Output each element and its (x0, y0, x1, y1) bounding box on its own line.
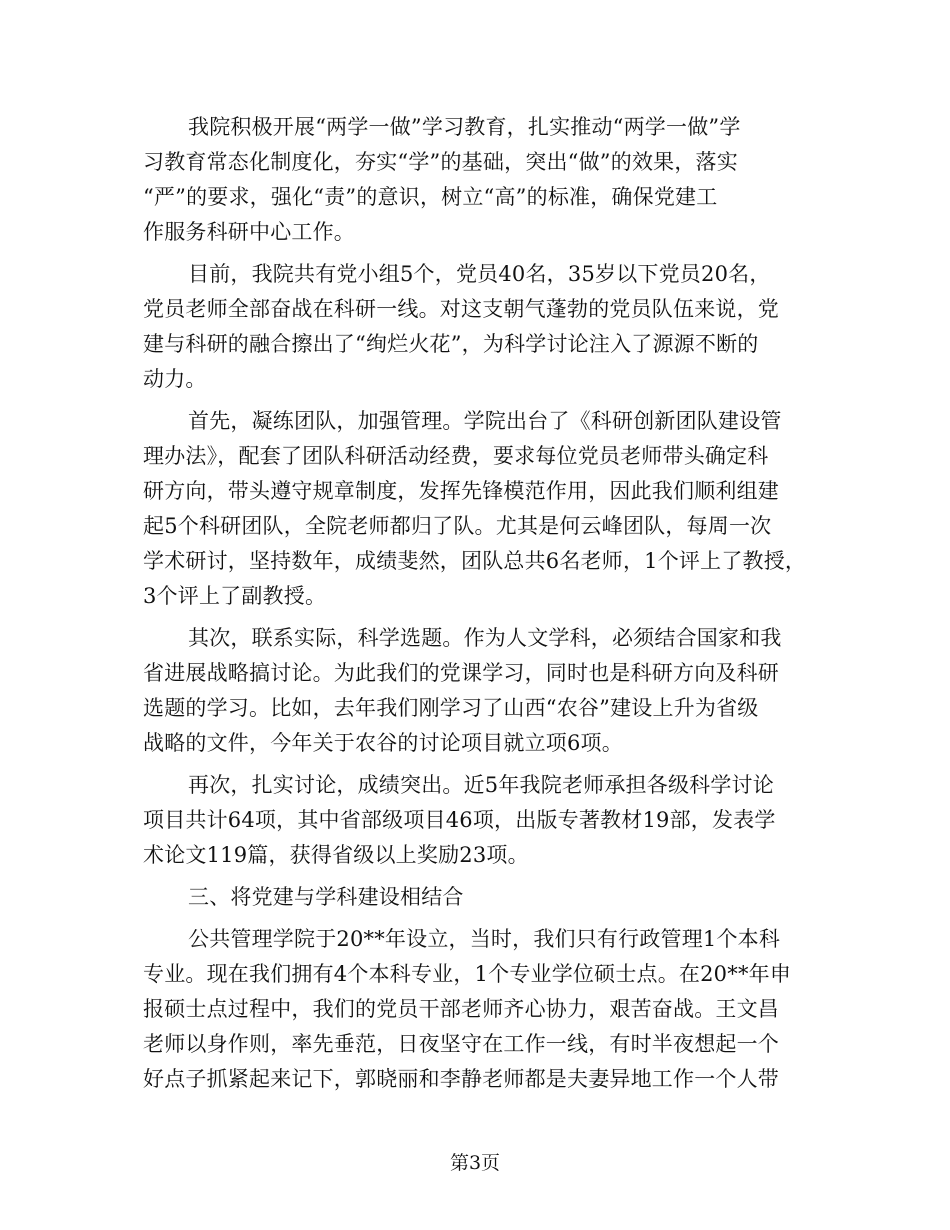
text-line: 公共管理学院于20**年设立，当时，我们只有行政管理1个本科 (188, 927, 781, 951)
text-line: 3个评上了副教授。 (143, 584, 327, 608)
text-line: 其次，联系实际，科学选题。作为人文学科，必须结合国家和我 (188, 626, 782, 650)
text-line: 好点子抓紧起来记下，郭晓丽和李静老师都是夫妻异地工作一个人带 (143, 1067, 779, 1091)
text-line: 报硕士点过程中，我们的党员干部老师齐心协力，艰苦奋战。王文昌 (143, 997, 779, 1021)
text-line: 动力。 (143, 367, 207, 391)
section-heading: 三、将党建与学科建设相结合 (188, 885, 464, 909)
text-line: “严”的要求，强化“责”的意识，树立“高”的标准，确保党建工 (143, 185, 718, 209)
text-line: 习教育常态化制度化，夯实“学”的基础，突出“做”的效果，落实 (143, 150, 738, 174)
text-line: 党员老师全部奋战在科研一线。对这支朝气蓬勃的党员队伍来说，党 (143, 297, 779, 321)
text-line: 专业。现在我们拥有4个本科专业，1个专业学位硕士点。在20**年申 (143, 962, 792, 986)
text-line: 老师以身作则，率先垂范，日夜坚守在工作一线，有时半夜想起一个 (143, 1032, 779, 1056)
text-line: 研方向，带头遵守规章制度，发挥先锋模范作用，因此我们顺利组建 (143, 479, 779, 503)
text-line: 选题的学习。比如，去年我们刚学习了山西“农谷”建设上升为省级 (143, 696, 759, 720)
text-line: 战略的文件，今年关于农谷的讨论项目就立项6项。 (143, 731, 623, 755)
text-line: 再次，扎实讨论，成绩突出。近5年我院老师承担各级科学讨论 (188, 773, 774, 797)
text-line: 首先，凝练团队，加强管理。学院出台了《科研创新团队建设管 (188, 409, 782, 433)
text-line: 目前，我院共有党小组5个，党员40名，35岁以下党员20名， (188, 262, 771, 286)
text-line: 省进展战略搞讨论。为此我们的党课学习，同时也是科研方向及科研 (143, 661, 779, 685)
text-line: 术论文119篇，获得省级以上奖励23项。 (143, 843, 529, 867)
text-line: 项目共计64项，其中省部级项目46项，出版专著教材19部，发表学 (143, 808, 776, 832)
text-line: 理办法》，配套了团队科研活动经费，要求每位党员老师带头确定科 (143, 444, 769, 468)
text-line: 我院积极开展“两学一做”学习教育，扎实推动“两学一做”学 (188, 115, 741, 139)
text-line: 建与科研的融合擦出了“绚烂火花”，为科学讨论注入了源源不断的 (143, 332, 759, 356)
page-number: 第3页 (449, 1152, 501, 1174)
text-line: 作服务科研中心工作。 (143, 220, 355, 244)
text-line: 学术研讨，坚持数年，成绩斐然，团队总共6名老师，1个评上了教授， (143, 549, 807, 573)
text-line: 起5个科研团队，全院老师都归了队。尤其是何云峰团队，每周一次 (143, 514, 772, 538)
